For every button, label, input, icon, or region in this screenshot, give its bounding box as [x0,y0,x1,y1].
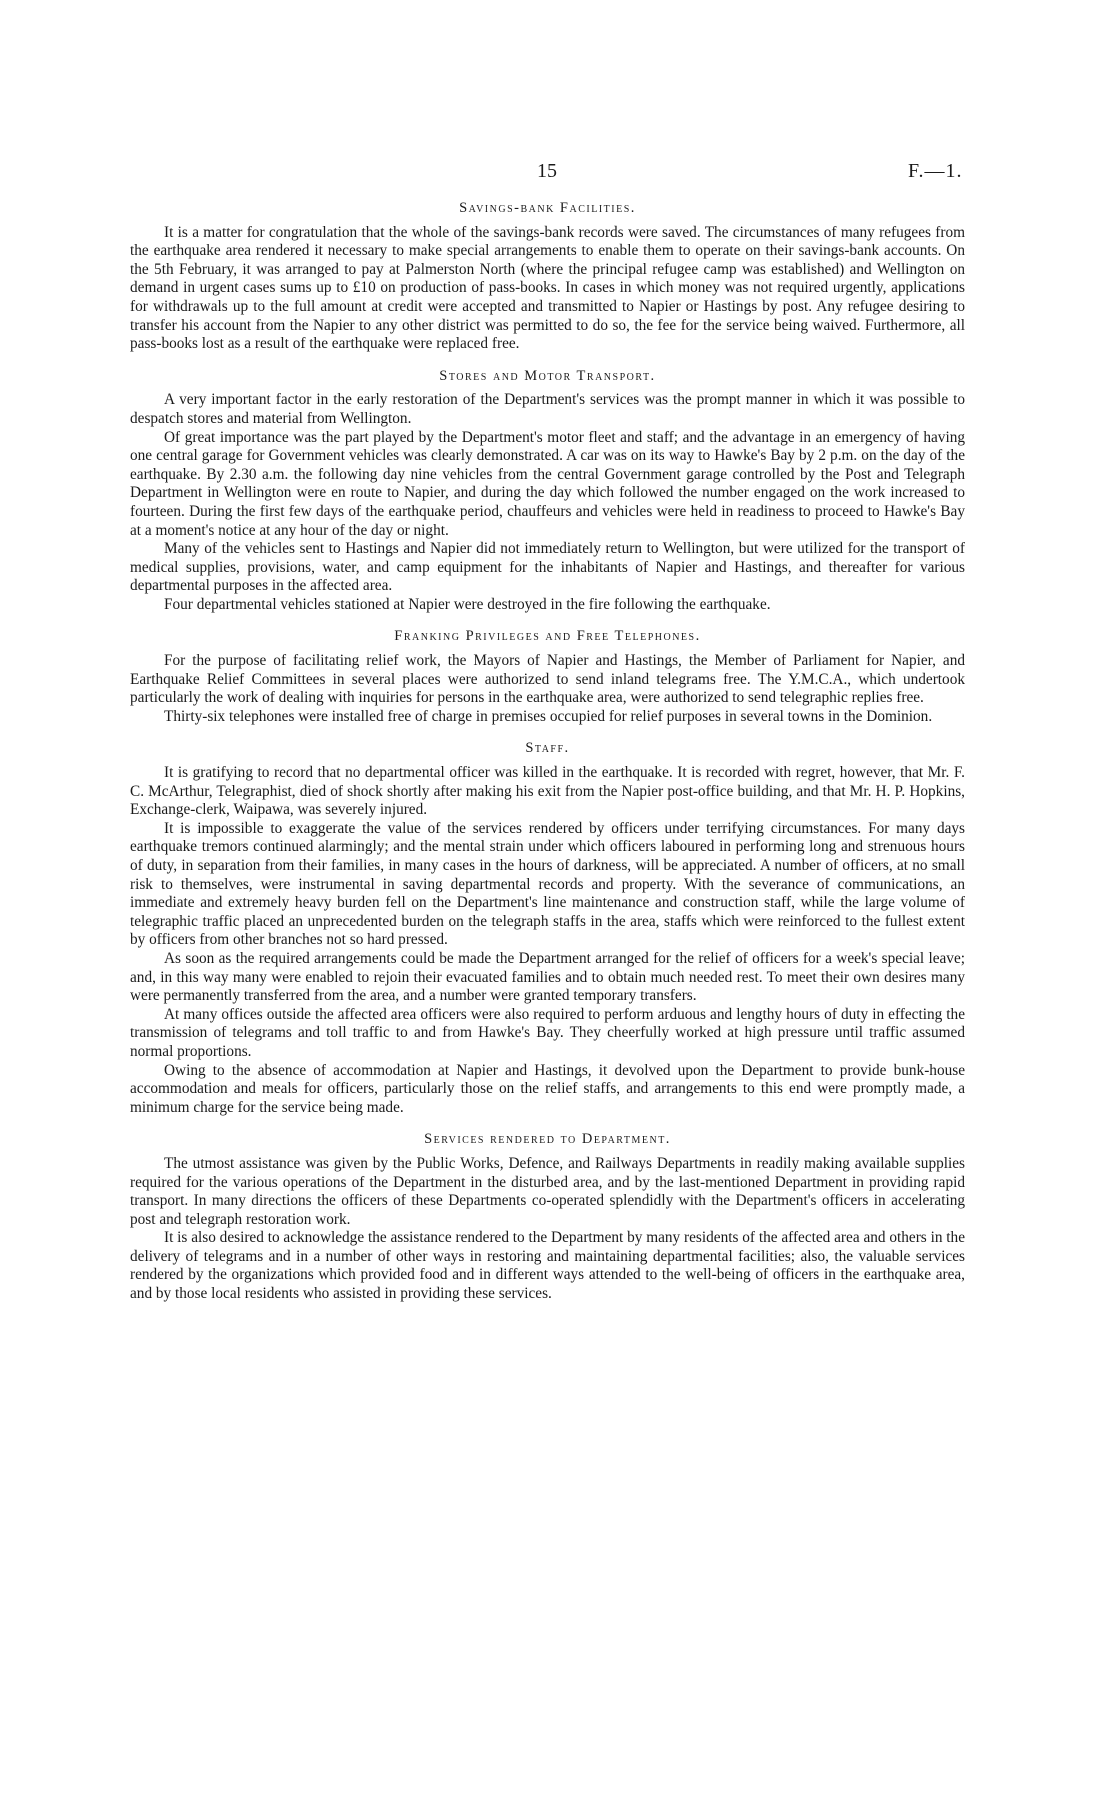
paragraph: As soon as the required arrangements could be made the Department arranged for the relief of officers for a week's special leave; and, in this way many were enabled to rejoin their evacuated families and to obtain much needed rest. To meet their own desires many were permanently transferred from the area, and a number were granted temporary transfers. [130,949,965,1005]
section-heading: Franking Privileges and Free Telephones. [394,628,701,645]
page-header [0,160,1114,184]
paragraph: Many of the vehicles sent to Hastings and Napier did not immediately return to Wellington, but were utilized for the transport of medical supplies, provisions, water, and camp equipment for the inhabitants of Napier and Hastings, and thereafter for various departmental purposes in the affected area. [130,540,965,595]
paragraph: It is gratifying to record that no departmental officer was killed in the earthquake. It is recorded with regret, however, that Mr. F. C. McArthur, Telegraphist, died of shock shortly after making his exit from the Napier post-office building, and that Mr. H. P. Hopkins, Exchange-clerk, Waipawa, was severely injured. [130,764,965,819]
section-staff [130,739,965,1117]
section-franking [130,627,965,726]
paper-reference: F.—1. [908,160,963,182]
section-heading: Savings-bank Facilities. [459,200,636,216]
paragraph: It is also desired to acknowledge the assistance rendered to the Department by many residents of the affected area and others in the delivery of telegrams and in a number of other ways in restoring and maintaining departmental facilities; also, the valuable services rendered by the organizations which provided food and in different ways attended to the well-being of officers in the earthquake area, and by those local residents who assisted in providing these services. [130,1229,965,1303]
paragraph: It is a matter for congratulation that the whole of the savings-bank records were saved. The circumstances of many refugees from the earthquake area rendered it necessary to make special arrangements to enable them to operate on their savings-bank accounts. On the 5th February, it was arranged to pay at Palmerston North (where the principal refugee camp was established) and Wellington on demand in urgent cases sums up to £10 on production of pass-books. In cases in which money was not required urgently, applications for withdrawals up to the full amount at credit were accepted and transmitted to Napier or Hastings by post. Any refugee desiring to transfer his account from the Napier to any other district was permitted to do so, the fee for the service being waived. Furthermore, all pass-books lost as a result of the earthquake were replaced free. [130,223,965,353]
section-heading: Stores and Motor Transport. [439,367,656,384]
paragraph: For the purpose of facilitating relief work, the Mayors of Napier and Hastings, the Member of Parliament for Napier, and Earthquake Relief Committees in several places were authorized to send inland telegrams free. The Y.M.C.A., which undertook particularly the work of dealing with inquiries for persons in the earthquake area, were authorized to send telegraphic replies free. [130,652,965,707]
paragraph: At many offices outside the affected area officers were also required to perform arduous and lengthy hours of duty in effecting the transmission of telegrams and toll traffic to and from Hawke's Bay. They cheerfully worked at high pressure until traffic assumed normal proportions. [130,1005,965,1060]
paragraph: A very important factor in the early restoration of the Department's services was the prompt manner in which it was possible to despatch stores and material from Wellington. [130,391,965,427]
paragraph: Owing to the absence of accommodation at Napier and Hastings, it devolved upon the Department to provide bunk-house accommodation and meals for officers, particularly those on the relief staffs, and arrangements to this end were promptly made, a minimum charge for the service being made. [130,1061,965,1116]
paragraph: Thirty-six telephones were installed free of charge in premises occupied for relief purposes in several towns in the Dominion. [164,707,933,725]
page-number: 15 [537,160,557,182]
document-body [130,199,965,1304]
section-savings-bank [130,199,965,354]
paragraph: The utmost assistance was given by the Public Works, Defence, and Railways Departments in readily making available supplies required for the various operations of the Department in the disturbed area, and by the last-mentioned Department in providing rapid transport. In many directions the officers of these Departments co-operated splendidly with the Department's officers in accelerating post and telegraph restoration work. [130,1154,965,1228]
section-heading: Staff. [525,740,570,757]
section-stores-transport [130,367,965,615]
paragraph: Of great importance was the part played by the Department's motor fleet and staff; and the advantage in an emergency of having one central garage for Government vehicles was clearly demonstrated. A car was on its way to Hawke's Bay by 2 p.m. on the day of the earthquake. By 2.30 a.m. the following day nine vehicles from the central Government garage controlled by the Post and Telegraph Department in Wellington were en route to Napier, and during the day which followed the number engaged on the work increased to fourteen. During the first few days of the earthquake period, chauffeurs and vehicles were held in readiness to proceed to Hawke's Bay at a moment's notice at any hour of the day or night. [130,428,965,539]
paragraph: Four departmental vehicles stationed at Napier were destroyed in the fire following the earthquake. [164,595,771,613]
paragraph: It is impossible to exaggerate the value of the services rendered by officers under terrifying circumstances. For many days earthquake tremors continued alarmingly; and the mental strain under which officers laboured in performing long and strenuous hours of duty, in separation from their families, in many cases in the hours of darkness, will be appreciated. A number of officers, at no small risk to themselves, were instrumental in saving departmental records and property. With the severance of communications, an immediate and extremely heavy burden fell on the Department's line maintenance and construction staff, while the large volume of telegraphic traffic placed an unprecedented burden on the telegraph staffs in the area, staffs which were reinforced to the fullest extent by officers from other branches not so hard pressed. [130,819,965,949]
section-heading: Services rendered to Department. [424,1131,671,1148]
section-services-rendered [130,1130,965,1303]
